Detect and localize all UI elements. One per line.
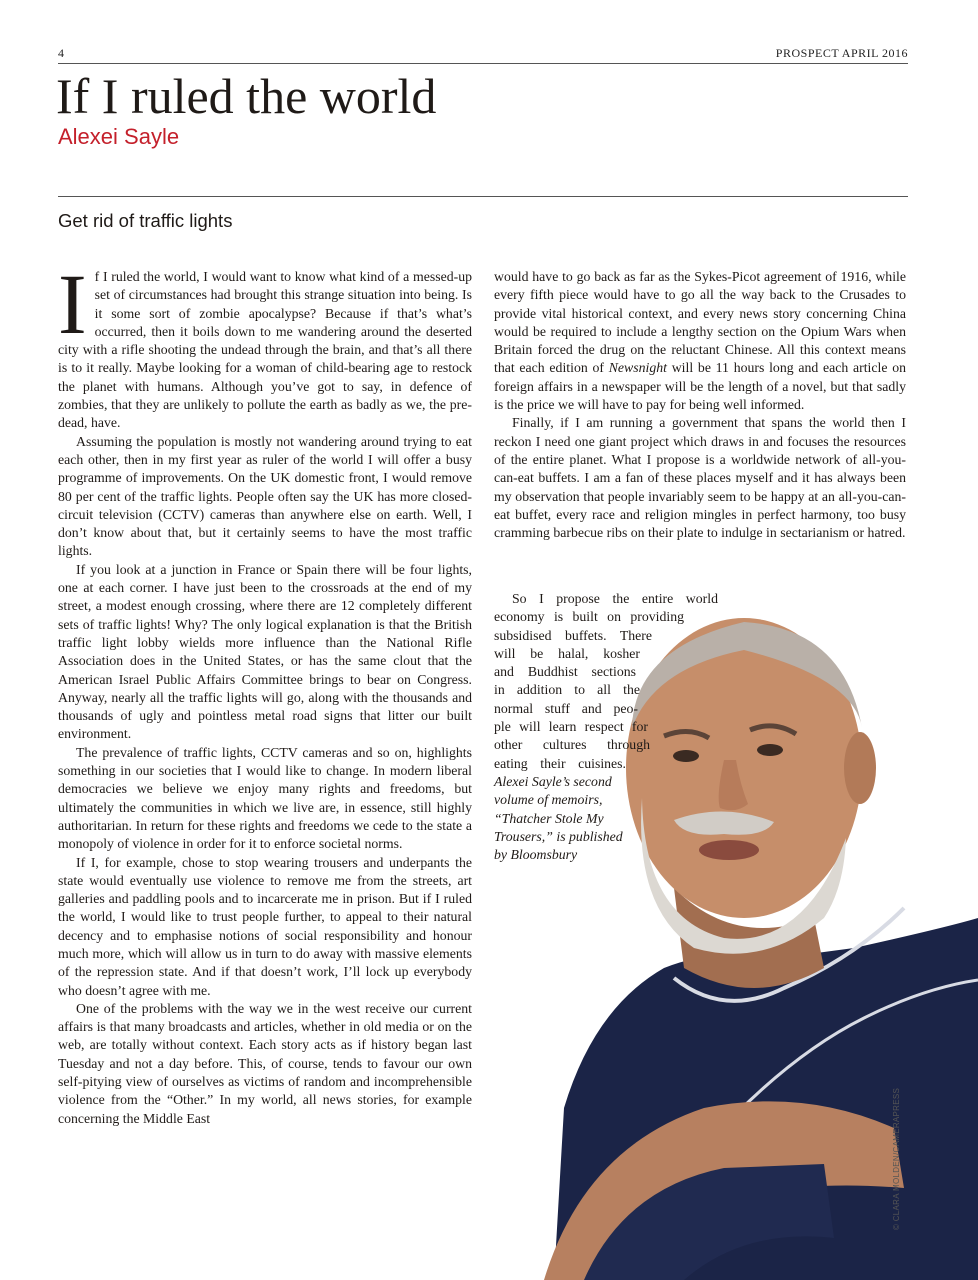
text-line: and Buddhist sections [494, 664, 636, 680]
article-subtitle: Get rid of traffic lights [58, 210, 233, 231]
text-line: other cultures through [494, 737, 650, 753]
article-title: If I ruled the world [56, 68, 437, 124]
text-line: subsidised buffets. There [494, 627, 652, 643]
paragraph [494, 268, 906, 414]
paragraph: If you look at a junction in France or Spain there will be four lights, one at each corner. I have just been to the crossroads at the end of my street, a modest enough crossing, where there are 12 completely different sets of traffic lights! Why? The only logical explanation is that the British traffic light lobby wields more influence than the National Rifle Association does in the United States, or has the same clout that the American Israel Public Affairs Committee brings to bear on Congress. Anyway, nearly all the traffic lights will go, along with the thousands and thousands of ugly and pointless metal road signs that litter our built environment. [58, 561, 472, 742]
eye-right [757, 744, 783, 756]
bio-line: volume of memoirs, [494, 792, 603, 808]
drop-cap: I [58, 256, 87, 352]
body-column-left [58, 256, 472, 1128]
paragraph [58, 256, 472, 433]
bio-line: “Thatcher Stole My [494, 810, 604, 826]
wrap-around-text [494, 590, 718, 864]
publication-folio: PROSPECT APRIL 2016 [775, 46, 908, 60]
paragraph: One of the problems with the way we in the west receive our current affairs is that many broadcasts and articles, whether in old media or on the web, are totally without context. Each story acts as if history began last Tuesday and not a day before. This, of course, tends to favour our own self-pitying view of ourselves as victims of random and incomprehensible violence from the “Other.” In my world, all news stories, for example concerning the Middle East [58, 1000, 472, 1126]
body-column-right [494, 268, 906, 542]
paragraph-text: will be 11 hours long and each article on foreign affairs in a newspaper will be the length of a novel, but that sadly is the price we will have to pay for being well informed. [494, 360, 907, 413]
text-line: normal stuff and peo- [494, 700, 638, 716]
text-line: in addition to all the [494, 682, 640, 698]
bio-line: Alexei Sayle’s second [494, 773, 612, 789]
page-number: 4 [58, 46, 65, 60]
photo-credit: © CLARA MOLDEN/CAMERAPRESS [892, 1087, 901, 1230]
paragraph-text: f I ruled the world, I would want to know what kind of a messed-up set of circumstances had brought this strange situation into being. Is it some sort of zombie apocalypse? Because if that’s what’s occurred, then it boils down to me wandering around the deserted city with a rifle shooting the undead through the brain, and that’s all there is to it really. Maybe looking for a woman of child-bearing age to restock the planet with humans. Although you’ve got to say, in defence of zombies, that they are unlikely to pollute the earth as badly as we, the pre-dead, have. [58, 269, 472, 431]
paragraph: The prevalence of traffic lights, CCTV cameras and so on, highlights something in our societies that I would like to change. In modern liberal democracies we believe we enjoy many rights and freedoms, but ultimately the communities in which we live are, in essence, still highly authoritarian. In return for these rights and freedoms we cede to the state a monopoly of violence in order for it to enforce societal norms. [58, 744, 472, 852]
author-name: Alexei Sayle [58, 124, 180, 149]
ear [844, 732, 876, 804]
paragraph: Finally, if I am running a government that spans the world then I reckon I need one giant project which draws in and focuses the resources of the entire planet. What I propose is a worldwide network of all-you-can-eat buffets. I am a fan of these places myself and it has always been my observation that people invariably seem to be happy at an all-you-can-eat buffet, every race and religion mingles in perfect harmony, too busy cramming barbecue ribs on their plate to indulge in sectarianism or hatred. [494, 415, 906, 541]
programme-title: Newsnight [608, 360, 667, 376]
top-rule [58, 63, 908, 64]
text-line: So I propose the entire world [512, 591, 718, 606]
section-rule [58, 196, 908, 197]
bio-line: by Bloomsbury [494, 847, 578, 863]
bio-line: Trousers,” is published [494, 828, 623, 844]
text-line: will be halal, kosher [494, 645, 640, 661]
text-line: eating their cuisines. [494, 755, 626, 771]
paragraph: If I, for example, chose to stop wearing trousers and underpants the state would eventually use violence to remove me from the streets, art galleries and paddling pools and to incarcerate me in prison. But if I ruled the world, I would like to trust people further, to appeal to their natural decency and to emphasise notions of social responsibility and honour much more, which will allow us in turn to do away with massive elements of the repression state. And if that doesn’t work, I’ll lock up everybody who doesn’t agree with me. [58, 854, 472, 998]
text-line: ple will learn respect for [494, 719, 648, 735]
paragraph-text: would have to go back as far as the Sykes-Picot agreement of 1916, while every fifth piece would have to go all the way back to the Crusades to provide vital historical context, and every news story concerning China would be required to include a lengthy section on the Opium Wars when Britain forced the drug on the reluctant Chinese. All this context means that each edition of [494, 269, 906, 376]
paragraph: Assuming the population is mostly not wandering around trying to eat each other, then in my first year as ruler of the world I will offer a busy programme of improvements. On the UK domestic front, I would remove 80 per cent of the traffic lights. People often say the UK has more closed-circuit television (CCTV) cameras than anywhere else on earth. Well, I don’t know about that, but it certainly seems to have the most traffic lights. [58, 433, 472, 559]
text-line: economy is built on providing [494, 609, 684, 625]
